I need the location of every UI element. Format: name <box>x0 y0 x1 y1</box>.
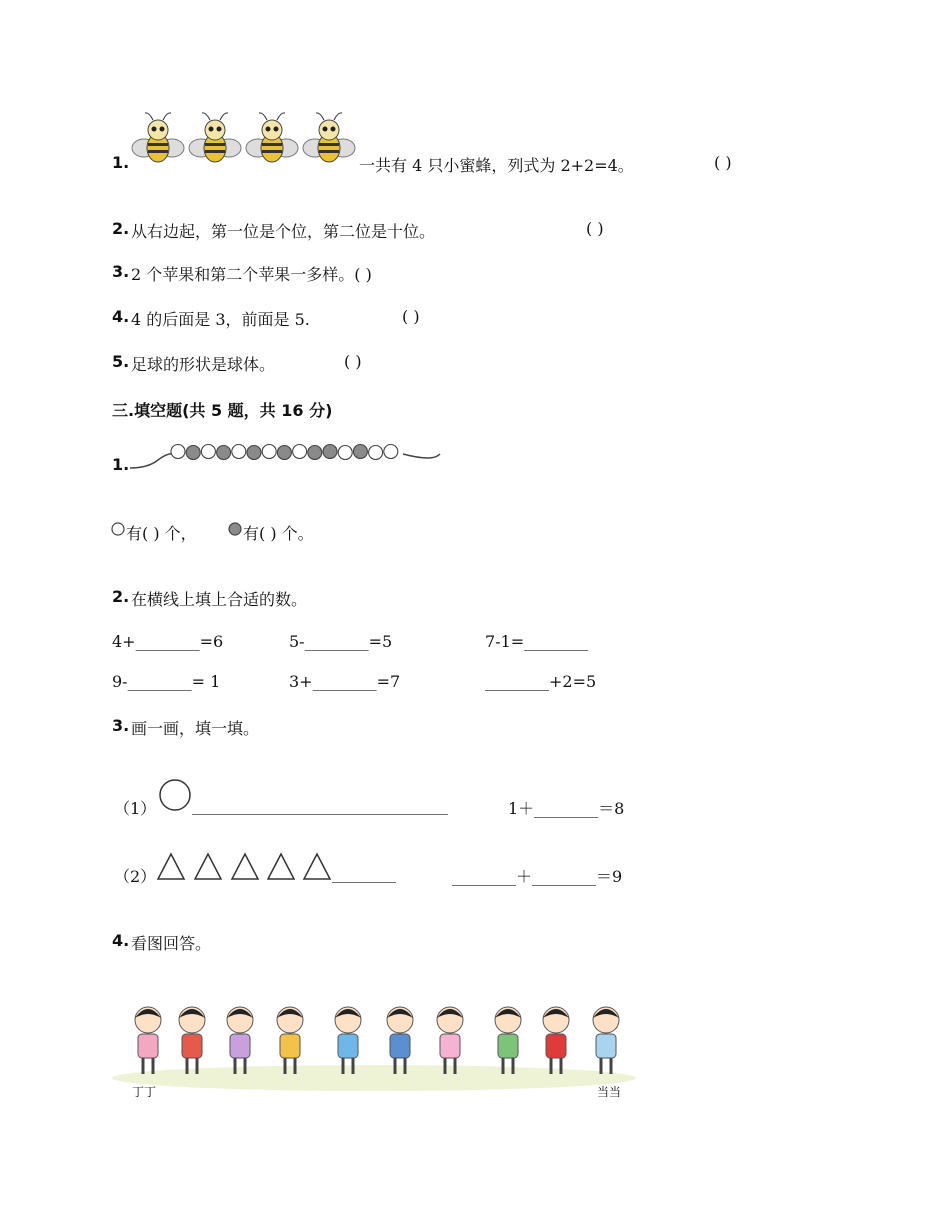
answer-blank[interactable]: ( ) <box>402 307 420 326</box>
drawing-line[interactable]: ________________________________ <box>192 796 448 815</box>
child-figure <box>593 1007 619 1074</box>
answer-blank[interactable]: ( ) <box>586 219 604 238</box>
child-figure <box>135 1007 161 1074</box>
gray-bead <box>217 446 231 460</box>
blank-white-count[interactable]: 有( ) 个， <box>126 524 197 543</box>
part-label: （2） <box>114 867 157 886</box>
section-title: 三.填空题(共 5 题，共 16 分) <box>112 401 333 420</box>
circle-shape-icon <box>158 778 192 812</box>
question-number: 4. <box>112 931 130 950</box>
child-figure <box>387 1007 413 1074</box>
question-text: 一共有 4 只小蜜蜂，列式为 2+2=4。 <box>359 156 634 175</box>
gray-bead <box>323 445 337 459</box>
white-bead <box>293 445 307 459</box>
question-text: 2 个苹果和第二个苹果一多样。( ) <box>131 265 372 284</box>
bead-string-image <box>128 436 443 472</box>
child-figure <box>227 1007 253 1074</box>
equation-blank[interactable]: 3+________=7 <box>289 672 401 691</box>
child-figure <box>335 1007 361 1074</box>
drawing-line[interactable]: ________ <box>332 864 396 883</box>
gray-bead-icon <box>228 522 242 536</box>
equation-blank[interactable]: ________＋________＝9 <box>452 867 623 886</box>
part-label: （1） <box>114 799 157 818</box>
white-bead <box>171 445 185 459</box>
child-figure <box>495 1007 521 1074</box>
bees-image <box>130 110 360 170</box>
white-bead <box>201 445 215 459</box>
white-bead <box>369 446 383 460</box>
name-label-dangdang: 当当 <box>597 1085 622 1099</box>
equation-blank[interactable]: ________+2=5 <box>485 672 597 691</box>
answer-blank[interactable]: ( ) <box>344 352 362 371</box>
equation-blank[interactable]: 5-________=5 <box>289 632 393 651</box>
equation-blank[interactable]: 9-________= 1 <box>112 672 221 691</box>
gray-bead <box>308 446 322 460</box>
question-number: 1. <box>112 455 130 474</box>
question-text: 足球的形状是球体。 <box>131 355 276 374</box>
question-number: 1. <box>112 153 130 172</box>
child-figure <box>437 1007 463 1074</box>
question-number: 2. <box>112 219 130 238</box>
question-text: 4 的后面是 3，前面是 5. <box>131 310 310 329</box>
question-text: 画一画，填一填。 <box>131 719 260 738</box>
white-bead <box>232 445 246 459</box>
question-text: 在横线上填上合适的数。 <box>131 590 308 609</box>
equation-blank[interactable]: 7-1=________ <box>485 632 589 651</box>
question-number: 3. <box>112 262 130 281</box>
gray-bead <box>247 446 261 460</box>
white-bead <box>338 446 352 460</box>
triangles-icon <box>156 852 332 882</box>
blank-gray-count[interactable]: 有( ) 个。 <box>243 524 314 543</box>
question-number: 5. <box>112 352 130 371</box>
child-figure <box>543 1007 569 1074</box>
question-text: 看图回答。 <box>131 934 212 953</box>
white-bead <box>384 445 398 459</box>
equation-blank[interactable]: 4+________=6 <box>112 632 224 651</box>
white-bead <box>262 445 276 459</box>
question-number: 4. <box>112 307 130 326</box>
child-figure <box>277 1007 303 1074</box>
white-bead-icon <box>111 522 125 536</box>
gray-bead <box>353 445 367 459</box>
gray-bead <box>186 446 200 460</box>
question-text: 从右边起，第一位是个位，第二位是十位。 <box>131 222 436 241</box>
equation-blank[interactable]: 1＋________＝8 <box>508 799 625 818</box>
children-line-image <box>112 990 642 1100</box>
name-label-dingding: 丁丁 <box>132 1085 157 1099</box>
gray-bead <box>277 446 291 460</box>
answer-blank[interactable]: ( ) <box>714 153 732 172</box>
question-number: 3. <box>112 716 130 735</box>
child-figure <box>179 1007 205 1074</box>
question-number: 2. <box>112 587 130 606</box>
